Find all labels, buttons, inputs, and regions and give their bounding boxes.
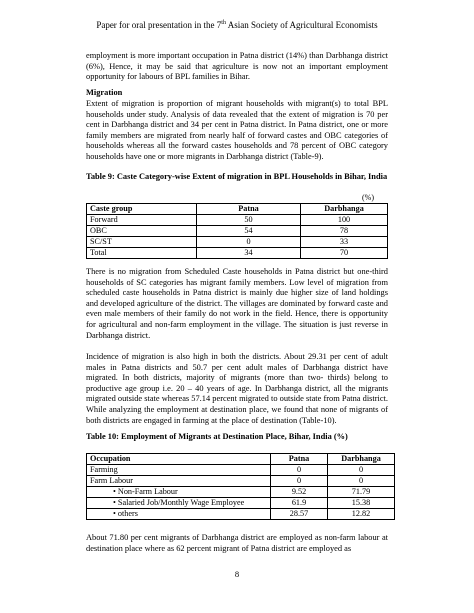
- table9-header-patna: Patna: [197, 204, 301, 215]
- table10-cell-patna: 9.52: [271, 487, 328, 498]
- table10-container: [86, 453, 395, 520]
- table-row: [87, 476, 395, 487]
- table-row: [87, 487, 395, 498]
- page-number: 8: [234, 569, 240, 579]
- table9-cell-patna: 0: [197, 237, 301, 248]
- table10-cell-darbhanga: 12.82: [328, 509, 395, 520]
- table10-header-patna: Patna: [271, 454, 328, 465]
- table10-cell-darbhanga: 0: [328, 476, 395, 487]
- table9-cell-patna: 34: [197, 248, 301, 259]
- table9-cell-darbhanga: 78: [301, 226, 388, 237]
- table-row: [87, 498, 395, 509]
- paragraph-incidence-migration: Incidence of migration is also high in both the districts. About 29.31 per cent of adult males in Patna districts and 50.7 per cent adult males of Darbhanga district have migrated. In both districts, majority of migrants (more than two- thirds) belong to productive age group i.e. 20 – 40 years of age. In Darbhanga district, all the migrants migrated outside state whereas 57.14 percent migrated to outside state from Patna district. While analyzing the employment at destination place, we found that none of migrants of both districts are engaged in farming at the place of destination (Table-10).: [86, 352, 388, 425]
- table-row: [87, 465, 395, 476]
- section-heading-migration: Migration: [86, 88, 123, 97]
- table10-cell-patna: 28.57: [271, 509, 328, 520]
- table10-header-occupation: Occupation: [87, 454, 271, 465]
- table9-cell-patna: 54: [197, 226, 301, 237]
- table10-cell-occupation: Farm Labour: [87, 476, 271, 487]
- table10-cell-darbhanga: 15.38: [328, 498, 395, 509]
- table-row: [87, 237, 388, 248]
- header-text-post: Asian Society of Agricultural Economists: [225, 20, 378, 30]
- table10-cell-occupation: Farming: [87, 465, 271, 476]
- table10-cell-patna: 61.9: [271, 498, 328, 509]
- paragraph-non-farm-labour: About 71.80 per cent migrants of Darbhanga district are employed as non-farm labour at destination place where as 62 percent migrant of Patna district are employed as: [86, 533, 388, 553]
- table9-unit: (%): [362, 193, 374, 202]
- table-row: [87, 509, 395, 520]
- table9-cell-darbhanga: 33: [301, 237, 388, 248]
- table10-title: Table 10: Employment of Migrants at Destination Place, Bihar, India (%): [86, 432, 348, 441]
- table9-cell-darbhanga: 100: [301, 215, 388, 226]
- table10-cell-patna: 0: [271, 476, 328, 487]
- table9-container: [86, 203, 388, 259]
- page-header: [0, 20, 474, 30]
- table9-cell-caste: OBC: [87, 226, 197, 237]
- table10-cell-darbhanga: 71.79: [328, 487, 395, 498]
- header-superscript: th: [221, 20, 226, 26]
- table9-header-darbhanga: Darbhanga: [301, 204, 388, 215]
- table-row: [87, 248, 388, 259]
- table9-header-caste: Caste group: [87, 204, 197, 215]
- table9-cell-patna: 50: [197, 215, 301, 226]
- table9: [86, 203, 388, 259]
- table10: [86, 453, 395, 520]
- table10-cell-occupation: • others: [87, 509, 271, 520]
- table10-cell-occupation: • Salaried Job/Monthly Wage Employee: [87, 498, 271, 509]
- paragraph-no-migration-sc: There is no migration from Scheduled Caste households in Patna district but one-third households of SC categories has migrant family members. Low level of migration from scheduled caste households in Patna district is mainly due higher size of land holdings and developed agriculture of the district. The villages are dominated by forward caste and even male members of their family do not work in the field. Hence, there is opportunity for agricultural and non-farm employment in the village. The situation is just reverse in Darbhanga district.: [86, 267, 388, 340]
- table-row: [87, 226, 388, 237]
- table10-header-darbhanga: Darbhanga: [328, 454, 395, 465]
- table9-cell-caste: Forward: [87, 215, 197, 226]
- table9-cell-caste: SC/ST: [87, 237, 197, 248]
- table9-cell-caste: Total: [87, 248, 197, 259]
- header-text-pre: Paper for oral presentation in the 7: [96, 20, 222, 30]
- paragraph-extent-migration: Extent of migration is proportion of migrant households with migrant(s) to total BPL households under study. Analysis of data revealed that the extent of migration is 70 per cent in Darbhanga district and 34 per cent in Patna district. In Patna district, one or more family members are migrated from nearly half of forward castes and OBC categories of households whereas all the forward castes households and 78 percent of OBC category households have one or more migrants in Darbhanga district (Table-9).: [86, 99, 388, 161]
- paragraph-employment: employment is more important occupation in Patna district (14%) than Darbhanga district (6%), Hence, it may be said that agriculture is now not an important employment opportunity for labours of BPL families in Bihar.: [86, 51, 388, 82]
- table10-cell-patna: 0: [271, 465, 328, 476]
- table-row: [87, 215, 388, 226]
- table9-cell-darbhanga: 70: [301, 248, 388, 259]
- table10-cell-occupation: • Non-Farm Labour: [87, 487, 271, 498]
- table10-cell-darbhanga: 0: [328, 465, 395, 476]
- table9-title: Table 9: Caste Category-wise Extent of migration in BPL Households in Bihar, India: [86, 172, 388, 181]
